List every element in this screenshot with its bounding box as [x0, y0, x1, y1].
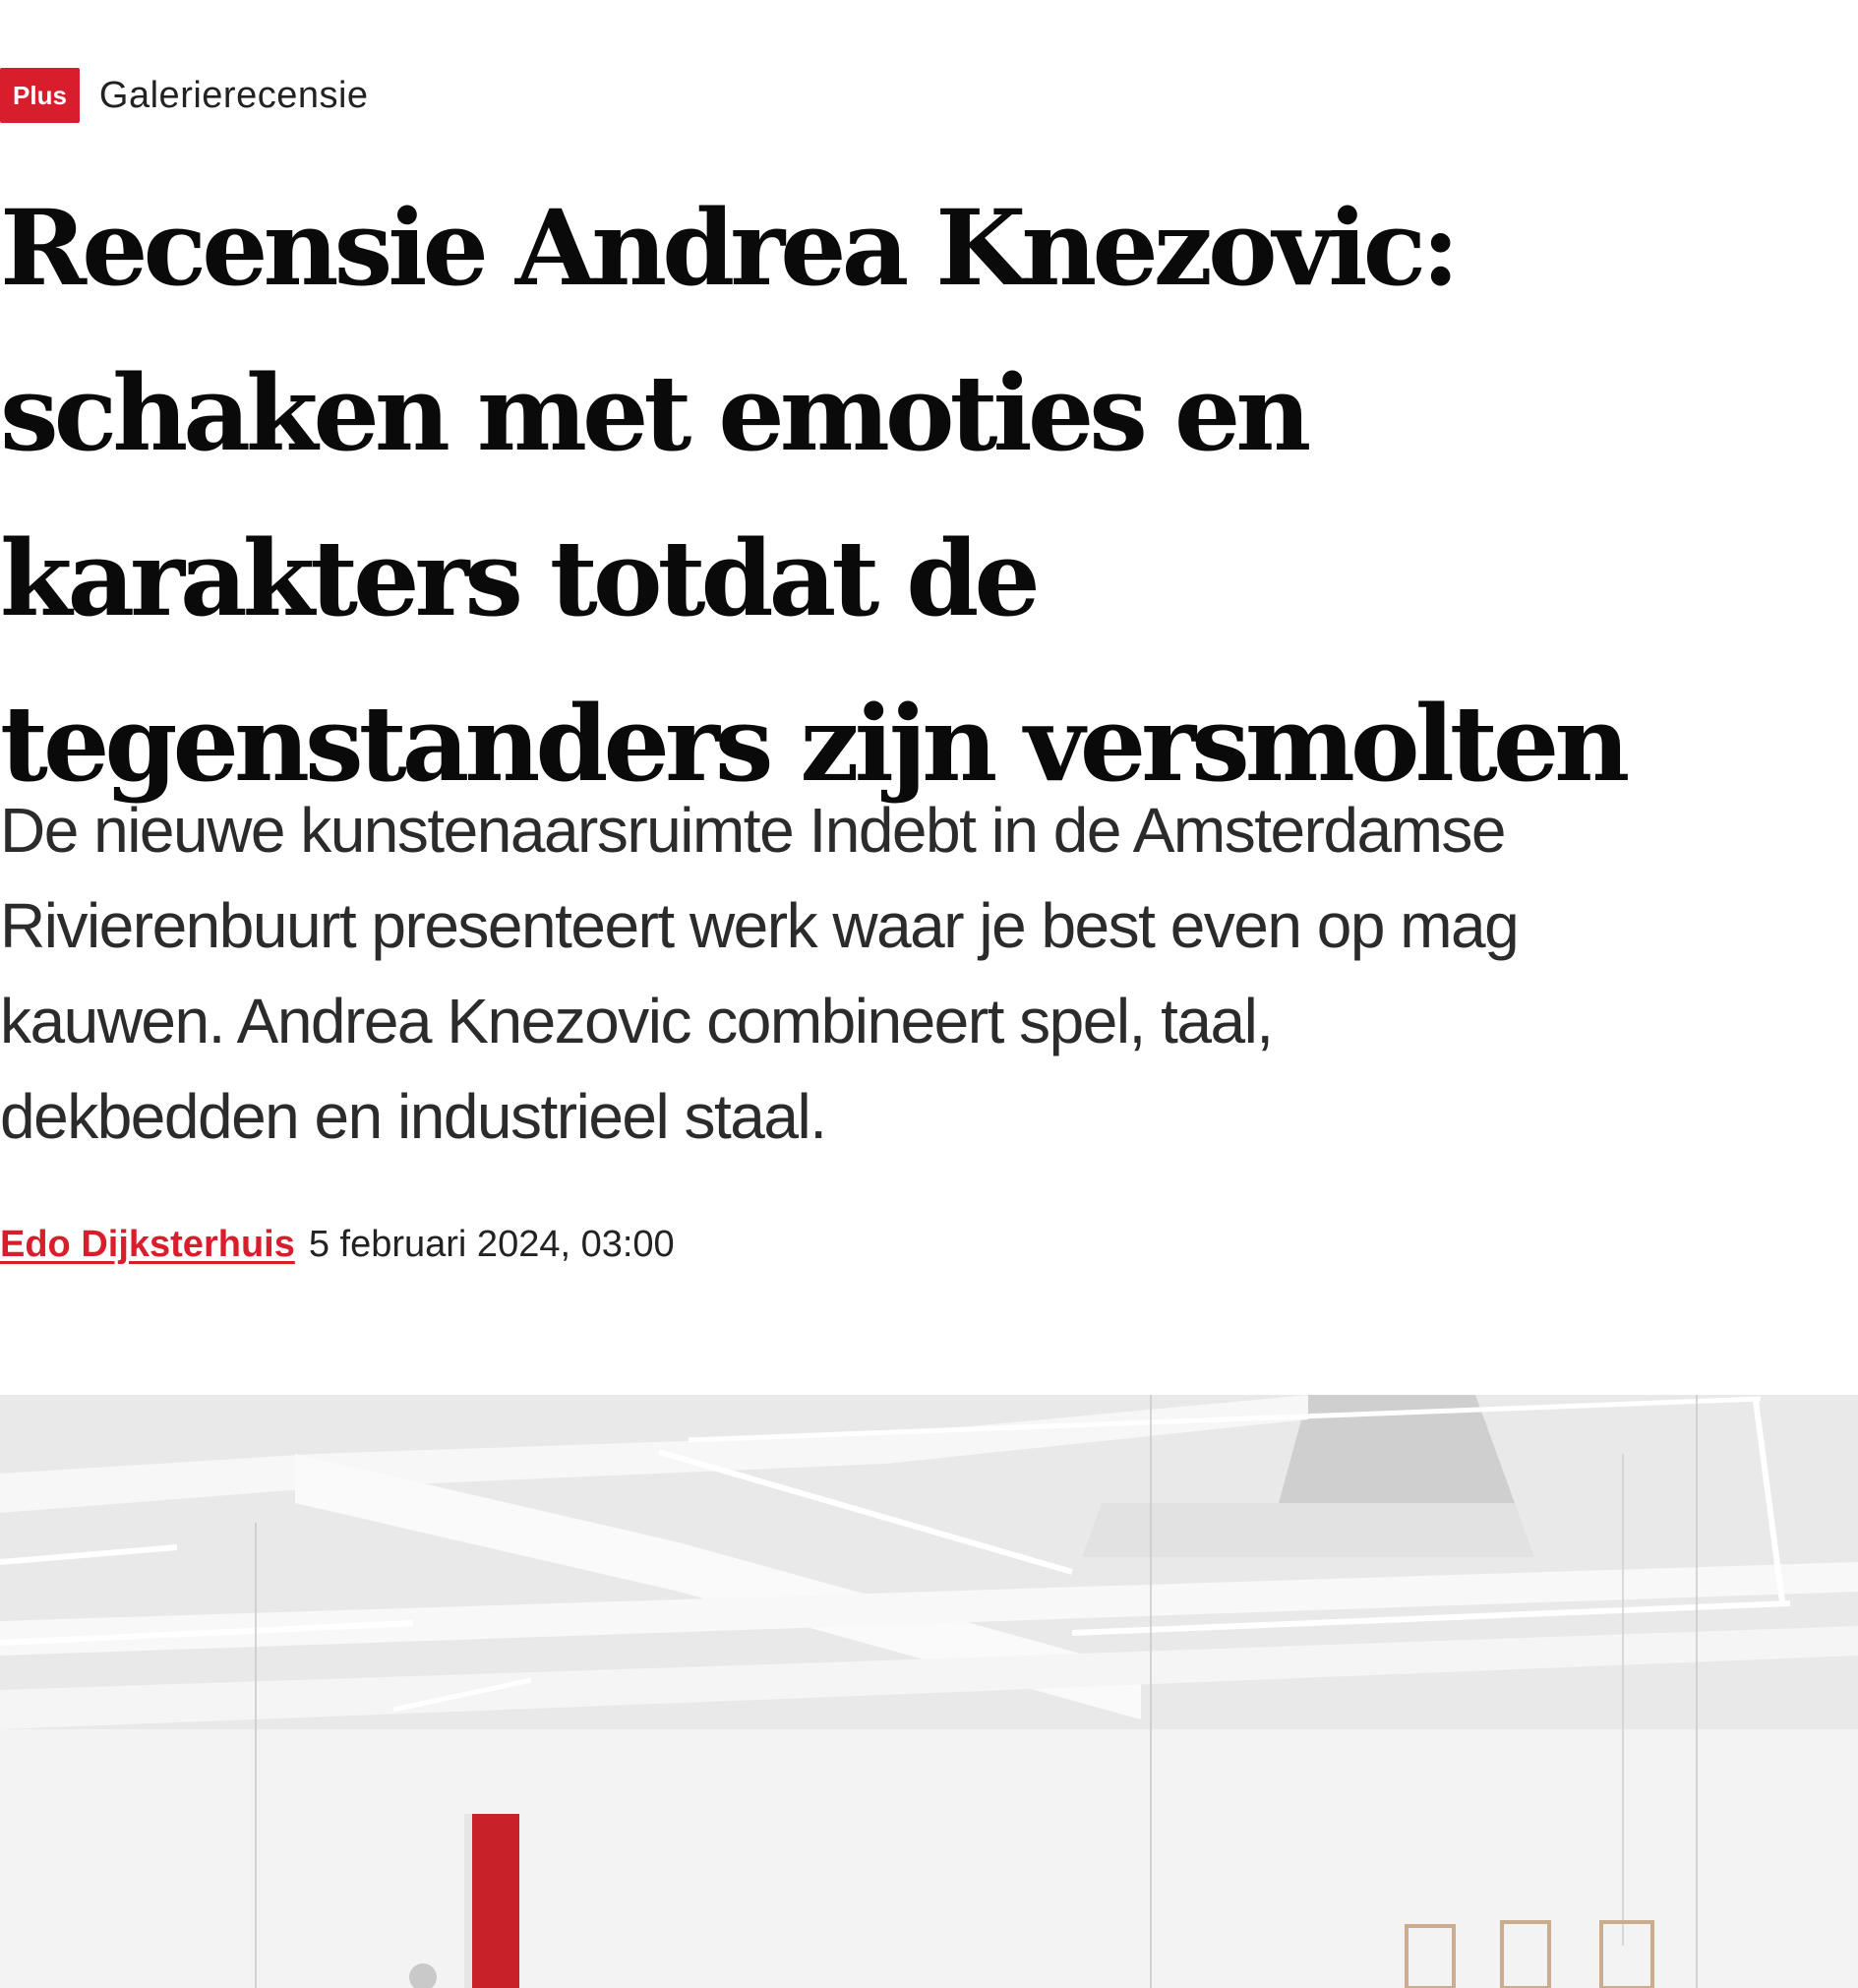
column-edge [464, 1814, 472, 1988]
intro-line: Rivierenbuurt presenteert werk waar je best even op mag [0, 890, 1519, 961]
headline-line: Recensie Andrea Knezovic: [0, 186, 1456, 309]
headline-line: karakters totdat de [0, 516, 1036, 639]
intro-line: kauwen. Andrea Knezovic combineert spel, taal, [0, 986, 1273, 1056]
author-link[interactable]: Edo Dijksterhuis [0, 1223, 295, 1265]
article-headline [0, 165, 1858, 826]
plus-badge[interactable]: Plus [0, 68, 80, 123]
article-intro [0, 783, 1858, 1165]
intro-line: De nieuwe kunstenaarsruimte Indebt in de Amsterdamse [0, 795, 1505, 866]
category-label[interactable]: Galerierecensie [98, 74, 369, 116]
headline-line: schaken met emoties en [0, 351, 1307, 474]
ceiling-beam [1082, 1503, 1534, 1557]
intro-line: dekbedden en industrieel staal. [0, 1081, 826, 1152]
red-column [470, 1814, 519, 1988]
byline [0, 1217, 675, 1272]
publish-date: 5 februari 2024, 03:00 [308, 1223, 675, 1265]
gallery-photo [0, 1395, 1858, 1988]
headline-line: tegenstanders zijn versmolten [0, 682, 1626, 805]
hero-image[interactable] [0, 1395, 1858, 1988]
article-label [0, 68, 369, 123]
